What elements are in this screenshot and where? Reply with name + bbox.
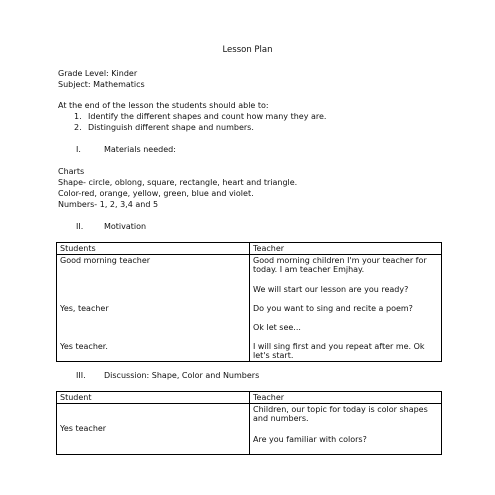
teacher-line: Good morning children I'm your teacher for today. I am teacher Emjhay. [253, 255, 427, 275]
teacher-cell [250, 254, 442, 361]
subject: Subject: Mathematics [58, 80, 145, 89]
section-number: I. [76, 145, 81, 154]
motivation-table [56, 242, 442, 362]
section-heading: Materials needed: [104, 145, 176, 154]
teacher-line: Are you familiar with colors? [253, 434, 367, 444]
grade-level: Grade Level: Kinder [58, 69, 138, 78]
objective-number: 2. [74, 123, 82, 132]
teacher-line: Do you want to sing and recite a poem? [253, 303, 413, 313]
material-item: Numbers- 1, 2, 3,4 and 5 [58, 200, 159, 209]
table-header-row [57, 392, 442, 404]
student-line: Yes teacher [60, 423, 107, 433]
column-header-student: Student [57, 392, 250, 404]
student-line: Yes teacher. [60, 341, 108, 351]
student-cell [57, 403, 250, 454]
teacher-cell [250, 403, 442, 454]
teacher-line: Children, our topic for today is color shapes and numbers. [253, 404, 428, 424]
material-item: Color-red, orange, yellow, green, blue and violet. [58, 189, 254, 198]
section-heading: Motivation [104, 222, 147, 231]
page-title: Lesson Plan [222, 45, 273, 55]
material-item: Shape- circle, oblong, square, rectangle, heart and triangle. [58, 178, 298, 187]
section-number: II. [76, 222, 84, 231]
student-line: Yes, teacher [60, 303, 109, 313]
table-row [57, 403, 442, 454]
objective-item [74, 112, 326, 122]
objective-number: 1. [74, 112, 82, 121]
table-header-row [57, 243, 442, 255]
section-heading: Discussion: Shape, Color and Numbers [104, 371, 260, 380]
column-header-teacher: Teacher [250, 392, 442, 404]
objective-text: Distinguish different shape and numbers. [88, 123, 254, 132]
teacher-line: We will start our lesson are you ready? [253, 284, 409, 294]
objectives-intro: At the end of the lesson the students should able to: [58, 101, 269, 110]
discussion-table [56, 391, 442, 455]
material-item: Charts [58, 167, 85, 176]
objective-item [74, 123, 254, 133]
table-row [57, 254, 442, 361]
teacher-line: Ok let see... [253, 322, 301, 332]
column-header-students: Students [57, 243, 250, 255]
teacher-line: I will sing first and you repeat after me. Ok let's start. [253, 341, 425, 361]
students-cell [57, 254, 250, 361]
column-header-teacher: Teacher [250, 243, 442, 255]
objective-text: Identify the different shapes and count how many they are. [88, 112, 327, 121]
section-number: III. [76, 371, 86, 380]
student-line: Good morning teacher [60, 255, 151, 265]
